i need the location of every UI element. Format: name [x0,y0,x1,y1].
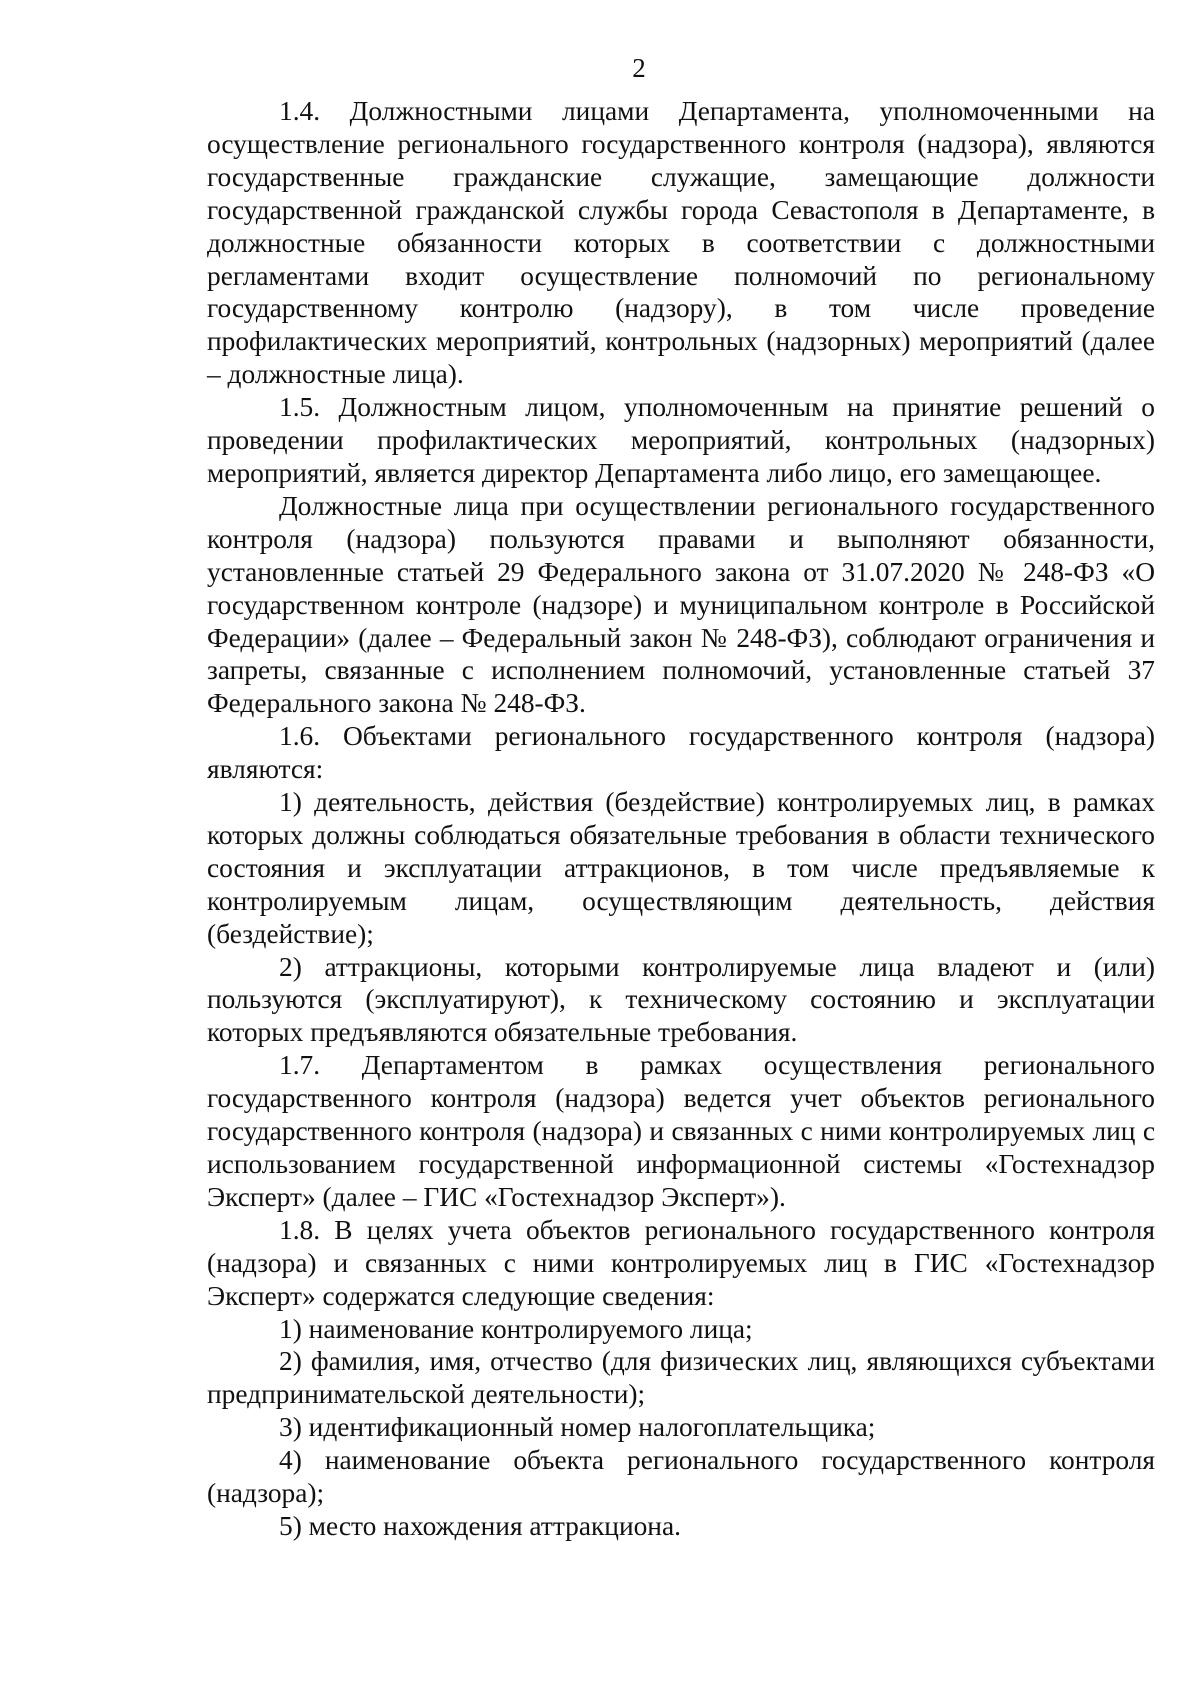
paragraph-1-8-item-4: 4) наименование объекта регионального государственного контроля (надзора); [207,1445,1155,1509]
paragraph-1-8-item-5: 5) место нахождения аттракциона. [279,1510,681,1541]
paragraph-officials-rights: Должностные лица при осуществлении регионального государственного контроля (надзора) пользуются правами и выполняют обязанности, установленные статьей 29 Федерального закона от 31.07.2020 № 248-ФЗ «О государственном контроле (надзоре) и муниципальном контроле в Российской Федерации» (далее – Федеральный закон № 248-ФЗ), соблюдают ограничения и запреты, связанные с исполнением полномочий, установленные статьей 37 Федерального закона № 248-ФЗ. [207,490,1155,719]
paragraph-1-8-item-2: 2) фамилия, имя, отчество (для физических лиц, являющихся субъектами предпринимательской деятельности); [207,1346,1155,1410]
paragraph-1-6-item-2: 2) аттракционы, которыми контролируемые лица владеют и (или) пользуются (эксплуатируют), к техническому состоянию и эксплуатации которых предъявляются обязательные требования. [207,951,1155,1048]
paragraph-1-7: 1.7. Департаментом в рамках осуществления регионального государственного контроля (надзора) ведется учет объектов регионального государственного контроля (надзора) и связанных с ними контролируемых лиц с использованием государственной информационной системы «Гостехнадзор Эксперт» (далее – ГИС «Гостехнадзор Эксперт»). [207,1050,1155,1212]
paragraph-1-4: 1.4. Должностными лицами Департамента, уполномоченными на осуществление регионального государственного контроля (надзора), являются государственные гражданские служащие, замещающие должности государственной гражданской службы города Севастополя в Департаменте, в должностные обязанности которых в соответствии с должностными регламентами входит осуществление полномочий по региональному государственному контролю (надзору), в том числе проведение профилактических мероприятий, контрольных (надзорных) мероприятий (далее – должностные лица). [207,96,1155,390]
document-body [207,95,1155,1543]
paragraph-1-8-item-3: 3) идентификационный номер налогоплательщика; [279,1412,876,1443]
page-number: 2 [632,53,646,83]
paragraph-1-5: 1.5. Должностным лицом, уполномоченным на принятие решений о проведении профилактических мероприятий, контрольных (надзорных) мероприятий, является директор Департамента либо лицо, его замещающее. [207,392,1155,488]
paragraph-1-6-item-1: 1) деятельность, действия (бездействие) контролируемых лиц, в рамках которых должны соблюдаться обязательные требования в области технического состояния и эксплуатации аттракционов, в том числе предъявляемые к контролируемым лицам, осуществляющим деятельность, действия (бездействие); [207,787,1155,949]
paragraph-1-8-item-1: 1) наименование контролируемого лица; [279,1313,753,1344]
paragraph-1-8: 1.8. В целях учета объектов регионального государственного контроля (надзора) и связанных с ними контролируемых лиц в ГИС «Гостехнадзор Эксперт» содержатся следующие сведения: [207,1214,1155,1311]
paragraph-1-6: 1.6. Объектами регионального государственного контроля (надзора) являются: [207,721,1155,785]
